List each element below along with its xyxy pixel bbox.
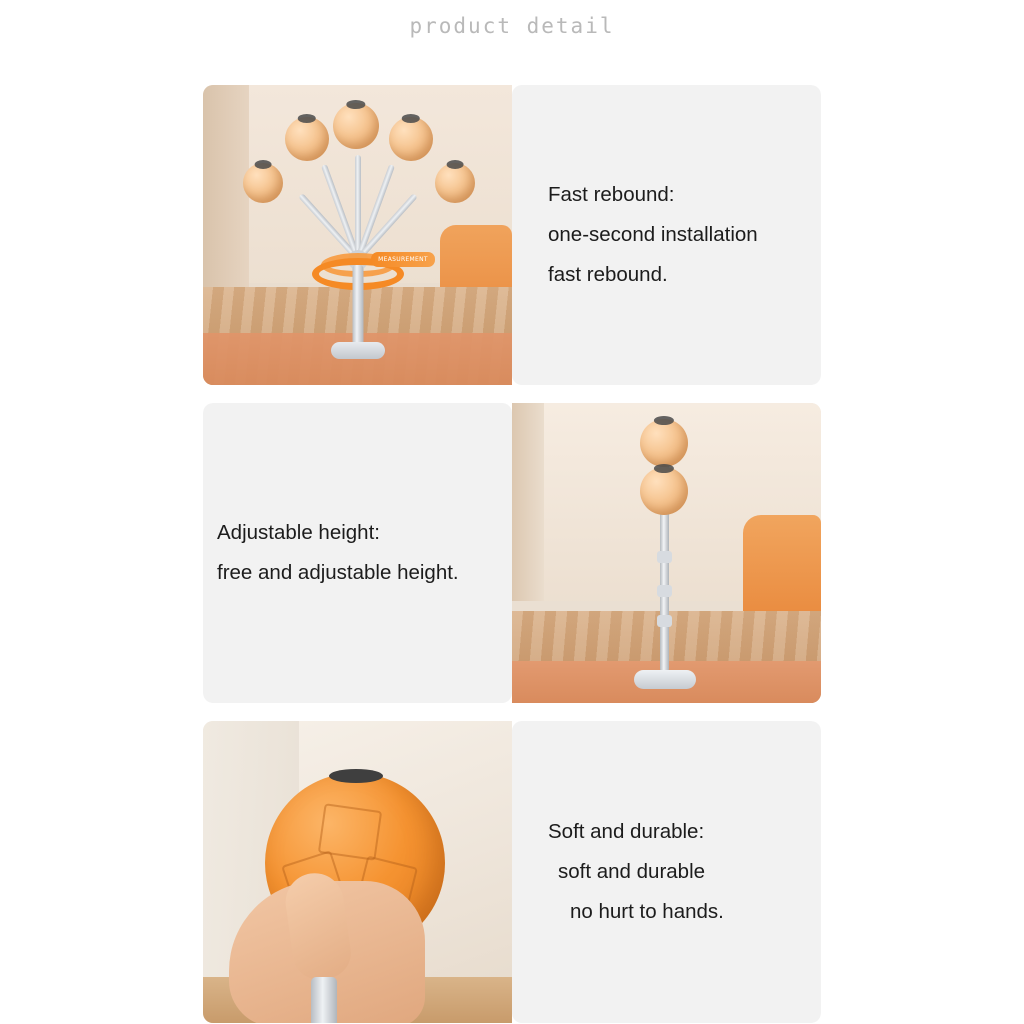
section-line: one-second installation (548, 223, 758, 247)
section-line: Fast rebound: (548, 183, 675, 207)
page-title: product detail (409, 14, 615, 38)
adjustable-height-text-pane (203, 403, 512, 703)
section-line: soft and durable (558, 860, 706, 884)
multi-ball-rebound-trainer-photo (203, 85, 512, 385)
detail-section-soft-durable (203, 721, 821, 1023)
section-line: free and adjustable height. (217, 561, 459, 584)
soft-durable-text-pane (512, 721, 821, 1023)
section-line: no hurt to hands. (570, 899, 724, 923)
fast-rebound-text-pane (512, 85, 821, 385)
hand-holding-soft-ball-photo (203, 721, 512, 1023)
measurement-chip-label: MEASUREMENT (371, 252, 435, 267)
section-line: fast rebound. (548, 262, 668, 286)
section-line: Adjustable height: (217, 521, 380, 545)
section-line: Soft and durable: (548, 820, 705, 844)
detail-section-fast-rebound (203, 85, 821, 385)
detail-section-adjustable-height (203, 403, 821, 703)
adjustable-height-trainer-photo (512, 403, 821, 703)
